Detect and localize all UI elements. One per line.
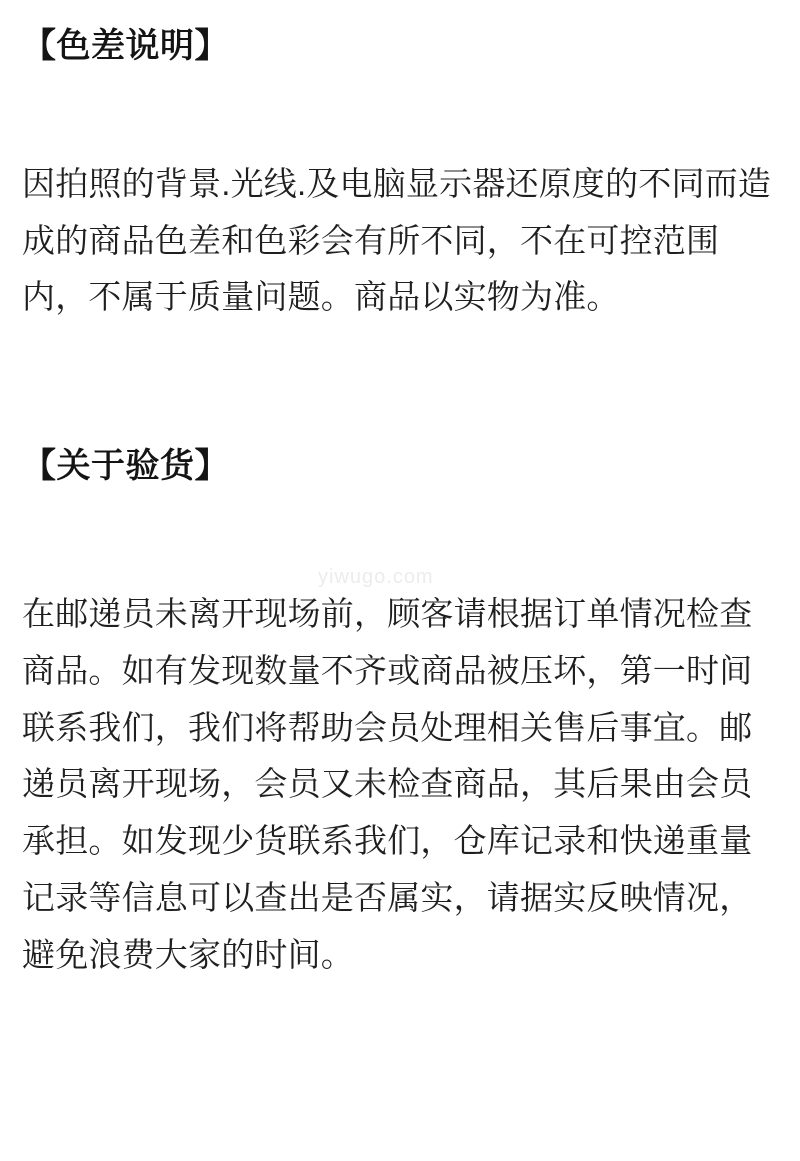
section-heading-inspection: 【关于验货】 xyxy=(22,447,229,486)
section-inspection xyxy=(22,444,778,983)
section-body-inspection: 在邮递员未离开现场前，顾客请根据订单情况检查商品。如有发现数量不齐或商品被压坏，第一时间联系我们，我们将帮助会员处理相关售后事宜。邮递员离开现场，会员又未检查商品，其后果由会员承担。如发现少货联系我们，仓库记录和快递重量记录等信息可以查出是否属实，请据实反映情况，避免浪费大家的时间。 xyxy=(22,595,753,973)
section-color-difference xyxy=(22,24,778,326)
spacer xyxy=(22,326,778,444)
section-body-color-difference: 因拍照的背景.光线.及电脑显示器还原度的不同而造成的商品色差和色彩会有所不同，不在可控范围内，不属于质量问题。商品以实物为准。 xyxy=(22,164,772,316)
watermark-text: yiwugo.com xyxy=(318,566,434,588)
spacer xyxy=(22,490,778,586)
section-heading-color-difference: 【色差说明】 xyxy=(22,27,229,65)
spacer xyxy=(22,70,778,156)
